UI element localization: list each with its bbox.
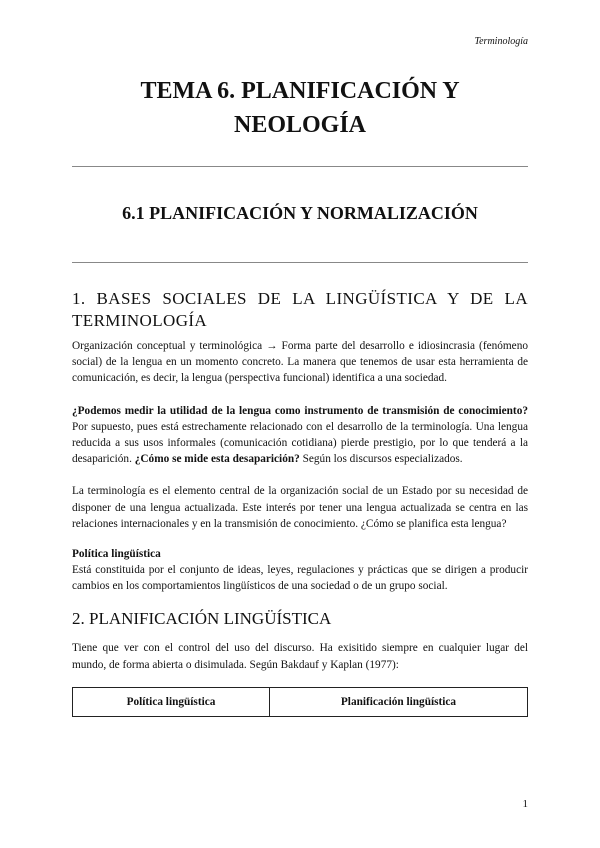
heading-text: BASES SOCIALES DE LA LINGÜÍSTICA Y DE LA TERMINOLOGÍA [72,289,529,330]
page-title-line-2: NEOLOGÍA [233,112,367,138]
document-body [72,288,528,717]
question-bold-2: ¿Cómo se mide esta desaparición? [134,453,300,466]
paragraph-organizacion: Organización conceptual y terminológica → Forma parte del desarrollo e idiosincrasia (fenómeno social) de la lengua en un momento concreto. La manera que tenemos de usar esta herramienta de comunicación, es decir, la lengua (perspectiva funcional) identifica a una sociedad. [72,340,528,385]
heading-number: 1. [72,289,86,308]
page-title [72,74,528,142]
table-header-cell: Planificación lingüística [270,687,528,716]
paragraph-text: Por supuesto, pues está estrechamente relacionado con el desarrollo de la terminología. Una lengua reducida a sus usos informales (comunicación cotidiana) pierde prestigio, por lo que tenderá a la desaparición. [72,420,528,466]
heading-planificacion: 2. PLANIFICACIÓN LINGÜÍSTICA [72,609,332,629]
page-title-line-1: TEMA 6. PLANIFICACIÓN Y [140,78,460,104]
question-bold: ¿Podemos medir la utilidad de la lengua como instrumento de transmisión de conocimiento? [72,404,528,417]
paragraph-text-2: Según los discursos especializados. [299,453,463,466]
paragraph-utilidad [72,403,528,468]
comparison-table [72,687,528,717]
paragraph-planificacion: Tiene que ver con el control del uso del discurso. Ha exisitido siempre en cualquier lugar del mundo, de forma abierta o disimulada. Según Bakdauf y Kaplan (1977): [72,642,528,671]
table-header-row [73,687,528,716]
running-head: Terminología [474,36,528,47]
subheading-politica: Política lingüística [72,548,161,561]
divider-top [72,166,528,167]
heading-bases-sociales [72,288,528,332]
paragraph-politica: Está constituida por el conjunto de ideas, leyes, regulaciones y prácticas que se dirigen a producir cambios en los comportamientos lingüísticos de una sociedad o de un grupo social. [72,564,528,593]
paragraph-terminologia: La terminología es el elemento central de la organización social de un Estado por su necesidad de disponer de una lengua actualizada. Este interés por tener una lengua actualizada se centra en las relaciones internacionales y en la transmisión de conocimiento. ¿Cómo se planifica esta lengua? [72,485,528,530]
page-number: 1 [522,798,528,810]
divider-bottom [72,262,528,263]
table-header-cell: Política lingüística [73,687,270,716]
section-title: 6.1 PLANIFICACIÓN Y NORMALIZACIÓN [122,203,478,223]
